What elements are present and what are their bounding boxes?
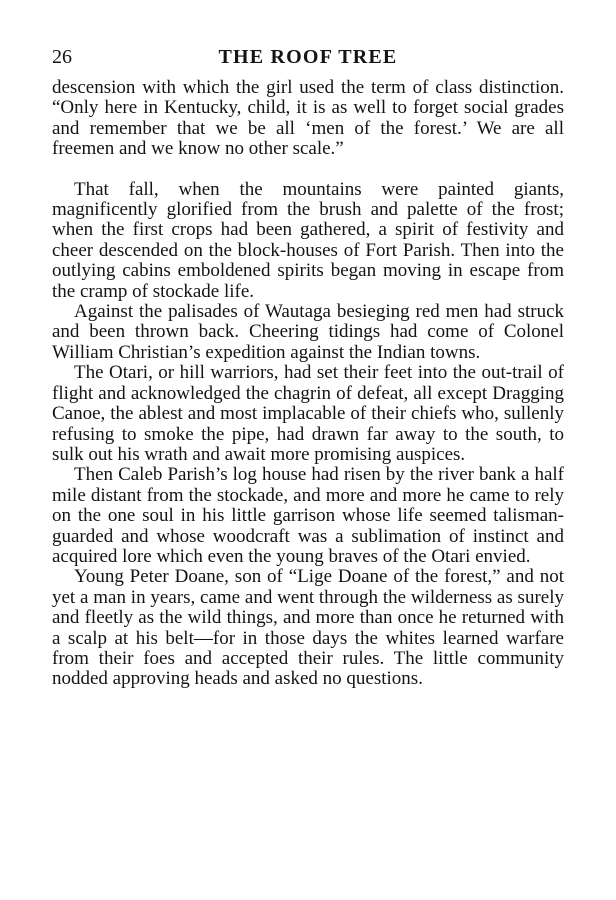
paragraph: Young Peter Doane, son of “Lige Doane of the forest,” and not yet a man in years, came and went through the wilderness as surely and fleetly as the wild things, and more than once he returned with a scalp at his belt—for in those days the whites learned warfare from their foes and accepted their rules. The little community nodded approving heads and asked no questions.: [52, 566, 564, 690]
body-text: [52, 78, 564, 690]
paragraph: That fall, when the mountains were painted giants, magnificently glorified from the brush and palette of the frost; when the first crops had been gathered, a spirit of festivity and cheer descended on the block-houses of Fort Parish. Then into the outlying cabins emboldened spirits began moving in escape from the cramp of stockade life.: [52, 178, 564, 302]
paragraph: Then Caleb Parish’s log house had risen by the river bank a half mile distant from the stockade, and more and more he came to rely on the one soul in his little garrison whose life seemed talisman-guarded and whose woodcraft was a sublimation of instinct and acquired lore which even the young braves of the Otari envied.: [52, 464, 564, 567]
paragraph: The Otari, or hill warriors, had set their feet into the out-trail of flight and acknowledged the chagrin of defeat, all except Dragging Canoe, the ablest and most implacable of their chiefs who, sullenly refusing to smoke the pipe, had drawn far away to the south, to sulk out his wrath and await more promising auspices.: [52, 362, 564, 465]
paragraph: Against the palisades of Wautaga besieging red men had struck and been thrown back. Cheering tidings had come of Colonel William Christian’s expedition against the Indian towns.: [52, 301, 564, 363]
paragraph-continued: descension with which the girl used the term of class distinction. “Only here in Kentucky, child, it is as well to forget social grades and remember that we be all ‘men of the forest.’ We are all freemen and we know no other scale.”: [52, 77, 564, 160]
running-head: [52, 42, 564, 72]
book-page: [52, 42, 564, 690]
page-number: 26: [52, 46, 72, 68]
book-title: THE ROOF TREE: [218, 46, 398, 68]
